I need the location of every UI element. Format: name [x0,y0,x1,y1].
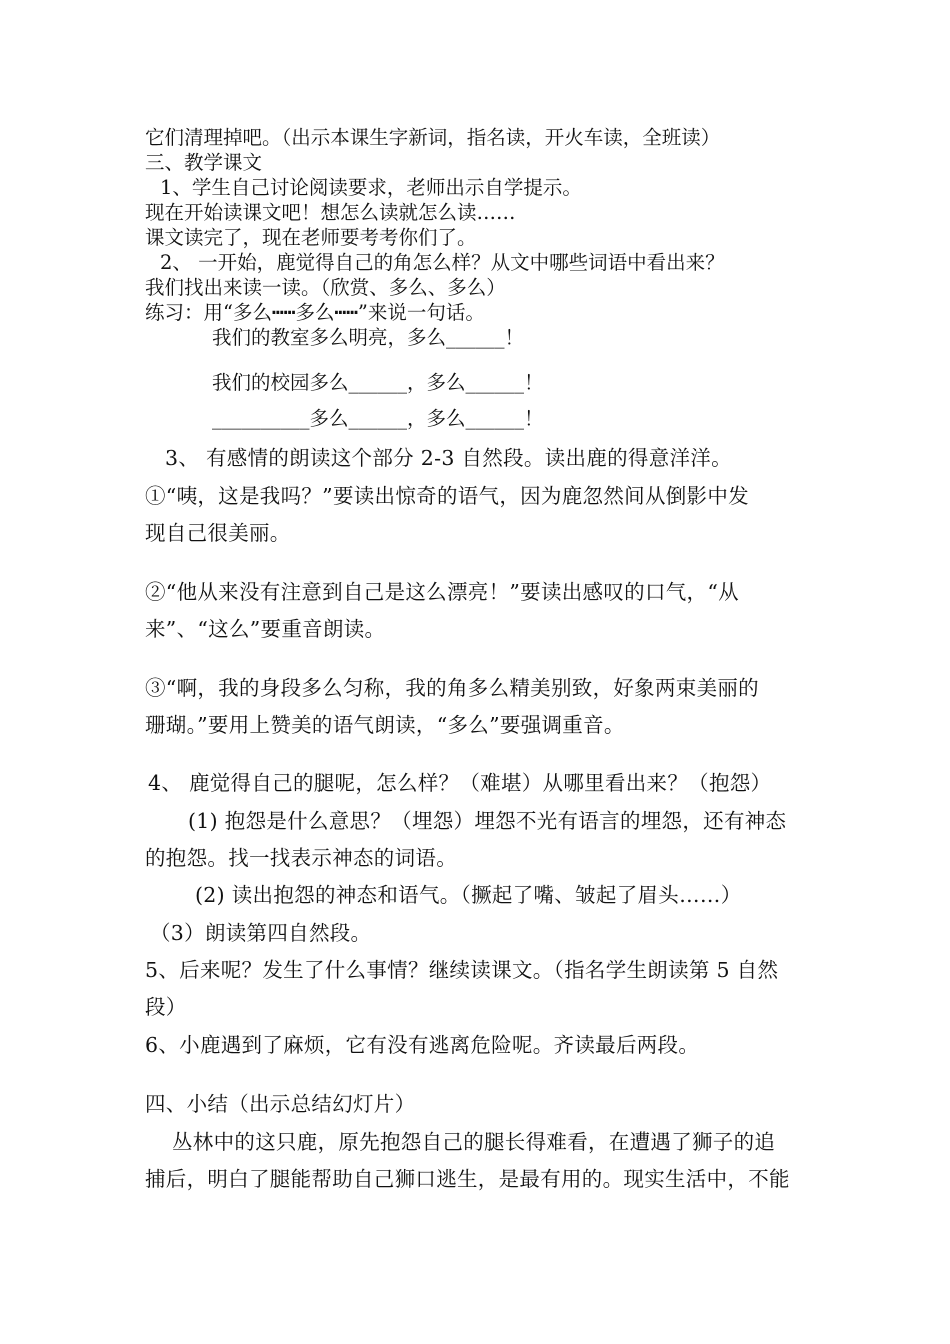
text-line: 2、 一开始，鹿觉得自己的角怎么样？从文中哪些词语中看出来？ [160,251,725,274]
text-line: 课文读完了，现在老师要考考你们了。 [145,226,477,249]
text-line: 的抱怨。找一找表示神态的词语。 [145,846,457,870]
text-line: 我们找出来读一读。（欣赏、多么、多么） [145,276,506,299]
text-line: 它们清理掉吧。（出示本课生字新词，指名读，开火车读，全班读） [145,126,721,149]
text-line: 现在开始读课文吧！想怎么读就怎么读…… [145,201,516,224]
text-line: 现自己很美丽。 [145,521,291,545]
text-line: 6、小鹿遇到了麻烦，它有没有逃离危险呢。齐读最后两段。 [145,1033,700,1057]
exercise-line: 我们的校园多么______，多么______！ [212,371,544,394]
exercise-line: __________多么______，多么______！ [212,407,544,430]
text-line: 4、 鹿觉得自己的腿呢，怎么样？（难堪）从哪里看出来？（抱怨） [148,771,772,795]
text-line: (2) 读出抱怨的神态和语气。（撅起了嘴、皱起了眉头……） [195,883,742,907]
exercise-line: 我们的教室多么明亮，多么______！ [212,326,525,349]
section-heading: 三、教学课文 [145,151,263,174]
text-line: 珊瑚。”要用上赞美的语气朗读，“多么”要强调重音。 [145,713,625,737]
text-line: ①“咦，这是我吗？”要读出惊奇的语气，因为鹿忽然间从倒影中发 [145,484,749,508]
text-line: ②“他从来没有注意到自己是这么漂亮！”要读出感叹的口气，“从 [145,580,739,604]
text-line: 5、后来呢？发生了什么事情？继续读课文。（指名学生朗读第 5 自然 [145,958,779,982]
text-line: ③“啊，我的身段多么匀称，我的角多么精美别致，好象两束美丽的 [145,676,759,700]
text-line: 捕后，明白了腿能帮助自己狮口逃生，是最有用的。现实生活中，不能 [145,1167,790,1191]
text-line: 来”、“这么”要重音朗读。 [145,617,386,641]
text-line: 练习：用“多么┅┅多么┅┅”来说一句话。 [145,301,485,324]
text-line: （3）朗读第四自然段。 [150,921,372,945]
text-line: (1) 抱怨是什么意思？（埋怨）埋怨不光有语言的埋怨，还有神态 [188,809,787,833]
section-heading: 四、小结（出示总结幻灯片） [145,1092,416,1116]
text-line: 丛林中的这只鹿，原先抱怨自己的腿长得难看，在遭遇了狮子的追 [172,1130,776,1154]
text-line: 1、学生自己讨论阅读要求，老师出示自学提示。 [160,176,582,199]
text-line: 3、 有感情的朗读这个部分 2-3 自然段。读出鹿的得意洋洋。 [165,446,732,470]
text-line: 段） [145,995,187,1019]
